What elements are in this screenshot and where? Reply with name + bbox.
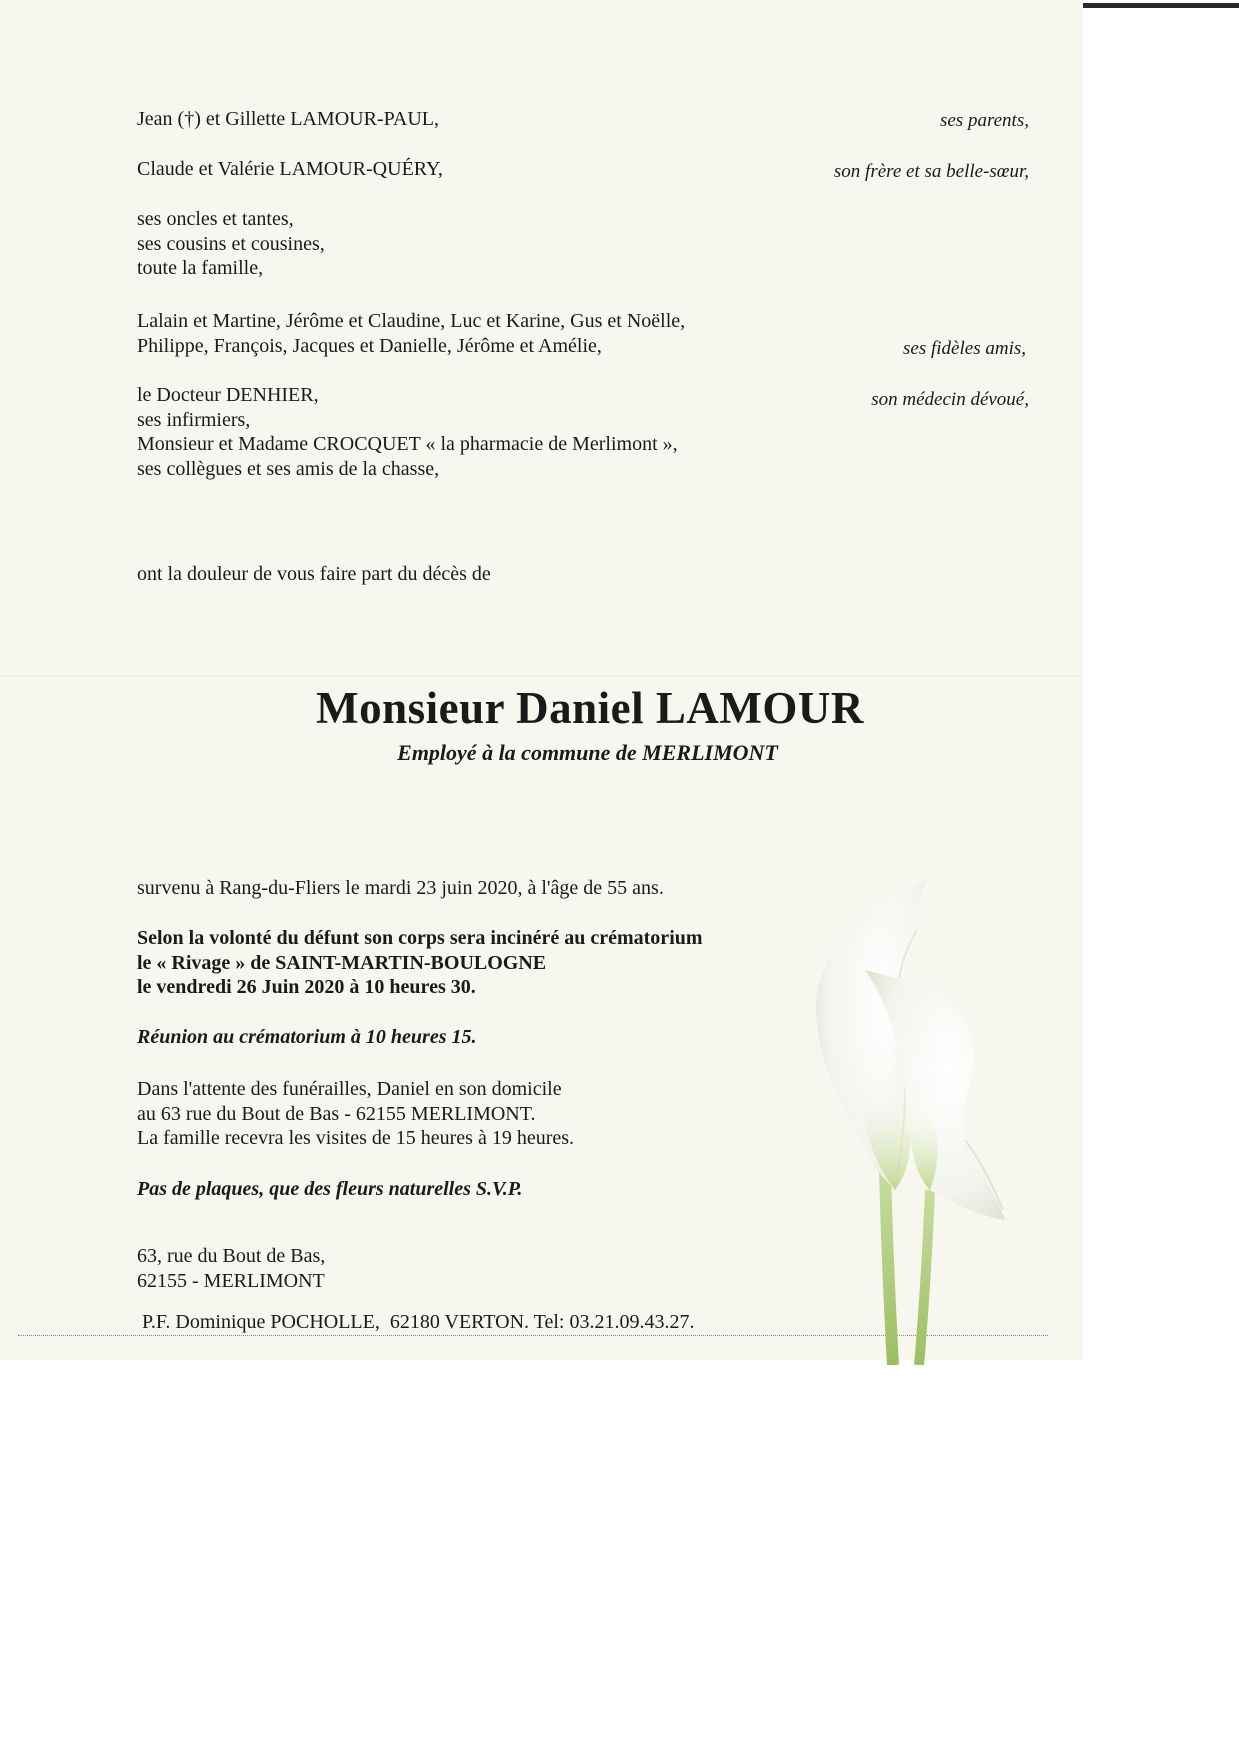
scan-edge-line [1083, 3, 1239, 8]
stem-right [919, 1190, 930, 1365]
ceremony-line: le « Rivage » de SAINT-MARTIN-BOULOGNE [137, 951, 547, 974]
doctor-role: son médecin dévoué, [871, 389, 1029, 410]
brother-role: son frère et sa belle-sœur, [833, 161, 1029, 182]
doctor-line: ses infirmiers, [137, 408, 251, 431]
funeral-home-line: P.F. Dominique POCHOLLE, 62180 VERTON. Tel: 03.21.09.43.27. [142, 1311, 695, 1333]
visit-block [137, 1077, 574, 1151]
meeting-line: Réunion au crématorium à 10 heures 15. [137, 1026, 477, 1048]
calla-lily-icon [795, 870, 1035, 1365]
friends-line: Lalain et Martine, Jérôme et Claudine, Luc et Karine, Gus et Noëlle, [137, 310, 686, 332]
family-line: ses oncles et tantes, [137, 208, 294, 230]
family-line: ses cousins et cousines, [137, 232, 325, 255]
address-block [137, 1244, 325, 1293]
friends-role: ses fidèles amis, [903, 338, 1026, 359]
announcement-line: ont la douleur de vous faire part du décès de [137, 563, 491, 585]
fold-line [0, 676, 1083, 677]
parents-line: Jean (†) et Gillette LAMOUR-PAUL, [137, 108, 439, 130]
address-line: 63, rue du Bout de Bas, [137, 1245, 326, 1267]
ceremony-block [137, 926, 703, 1000]
deceased-title: Employé à la commune de MERLIMONT [397, 740, 778, 765]
flowers-line: Pas de plaques, que des fleurs naturelles S.V.P. [137, 1178, 523, 1200]
ceremony-line: le vendredi 26 Juin 2020 à 10 heures 30. [137, 976, 476, 998]
brother-line: Claude et Valérie LAMOUR-QUÉRY, [137, 158, 443, 180]
family-line: toute la famille, [137, 257, 264, 279]
death-line: survenu à Rang-du-Fliers le mardi 23 juin 2020, à l'âge de 55 ans. [137, 877, 664, 899]
doctor-line: Monsieur et Madame CROCQUET « la pharmacie de Merlimont », [137, 433, 678, 455]
friends-line: Philippe, François, Jacques et Danielle, Jérôme et Amélie, [137, 334, 602, 357]
stem-left [885, 1170, 893, 1365]
address-line: 62155 - MERLIMONT [137, 1269, 325, 1292]
visit-line: La famille recevra les visites de 15 heures à 19 heures. [137, 1127, 575, 1149]
doctor-line: ses collègues et ses amis de la chasse, [137, 457, 440, 480]
parents-role: ses parents, [939, 110, 1029, 131]
doctor-line: le Docteur DENHIER, [137, 384, 319, 406]
friends-block [137, 309, 685, 358]
ceremony-line: Selon la volonté du défunt son corps sera incinéré au crématorium [137, 927, 703, 949]
visit-line: Dans l'attente des funérailles, Daniel en son domicile [137, 1078, 562, 1100]
family-block [137, 207, 325, 281]
doctor-block [137, 383, 678, 481]
visit-line: au 63 rue du Bout de Bas - 62155 MERLIMONT. [137, 1102, 536, 1125]
deceased-name: Monsieur Daniel LAMOUR [316, 683, 864, 733]
